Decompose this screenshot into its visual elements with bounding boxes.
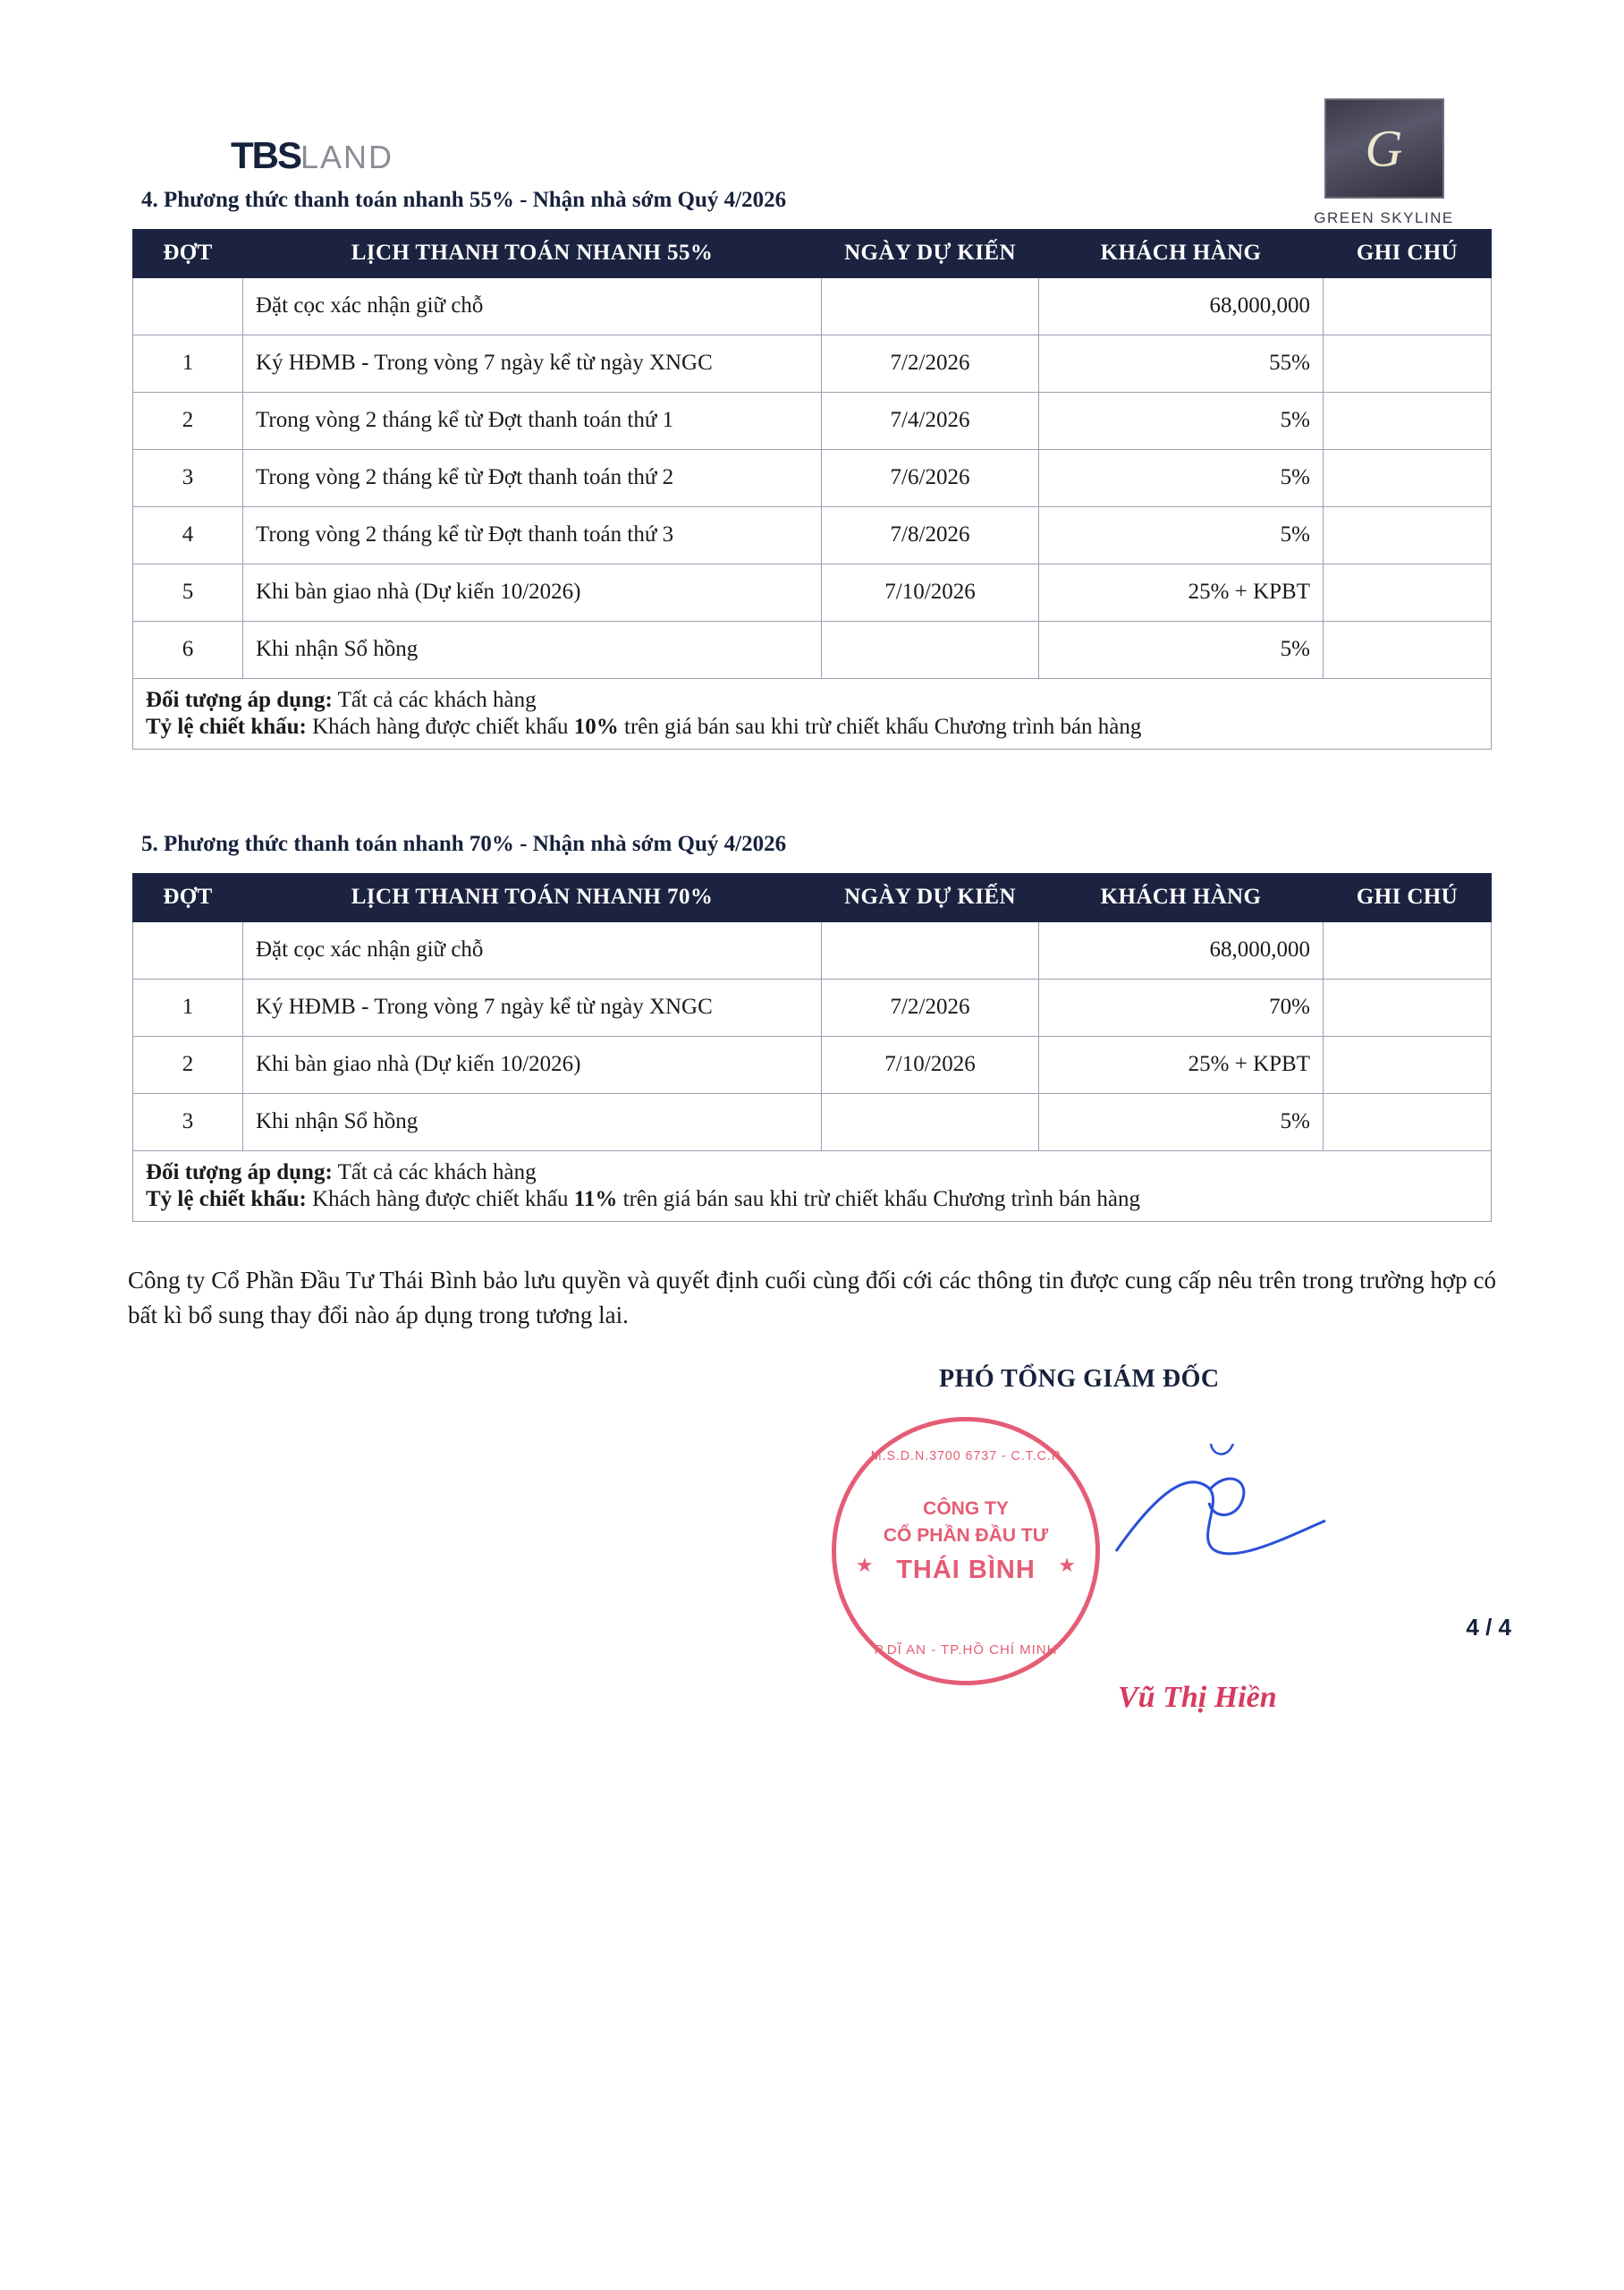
cell-customer: 5%: [1039, 1093, 1324, 1150]
section-payment-55: [132, 188, 1492, 750]
cell-note: [1324, 449, 1492, 506]
table-header-row: [133, 230, 1492, 278]
footer-discount-post: trên giá bán sau khi trừ chiết khấu Chương trình bán hàng: [618, 714, 1142, 739]
tbs-logo-text: TBS: [231, 134, 300, 176]
stamp-line-1: CÔNG TY: [923, 1497, 1009, 1519]
cell-note: [1324, 921, 1492, 979]
cell-note: [1324, 392, 1492, 449]
cell-date: [822, 921, 1039, 979]
cell-dot: 3: [133, 1093, 243, 1150]
table-row: [133, 449, 1492, 506]
cell-dot: 1: [133, 335, 243, 392]
table-row: [133, 564, 1492, 621]
cell-desc: Khi bàn giao nhà (Dự kiến 10/2026): [243, 1036, 822, 1093]
monogram-g-icon: G: [1365, 119, 1403, 178]
cell-date: 7/2/2026: [822, 979, 1039, 1036]
section-4-title: 4. Phương thức thanh toán nhanh 55% - Nhận nhà sớm Quý 4/2026: [141, 188, 787, 212]
cell-desc: Trong vòng 2 tháng kể từ Đợt thanh toán thứ 1: [243, 392, 822, 449]
footer-line-2: [146, 714, 1478, 741]
cell-note: [1324, 277, 1492, 335]
col-header-dot: ĐỢT: [133, 873, 243, 921]
land-logo-text: LAND: [300, 139, 394, 175]
table-row: [133, 621, 1492, 678]
cell-customer: 70%: [1039, 979, 1324, 1036]
table-row: [133, 277, 1492, 335]
handwritten-signature: [1100, 1444, 1341, 1587]
cell-dot: 2: [133, 1036, 243, 1093]
footer-line-2: [146, 1186, 1478, 1213]
cell-date: 7/2/2026: [822, 335, 1039, 392]
table-header-row: [133, 873, 1492, 921]
col-header-schedule: LỊCH THANH TOÁN NHANH 70%: [243, 873, 822, 921]
cell-date: 7/6/2026: [822, 449, 1039, 506]
signature-title: PHÓ TỔNG GIÁM ĐỐC: [939, 1364, 1220, 1393]
footer-discount-pre: Khách hàng được chiết khấu: [306, 714, 574, 739]
cell-customer: 25% + KPBT: [1039, 564, 1324, 621]
table-row: [133, 506, 1492, 564]
cell-note: [1324, 1036, 1492, 1093]
cell-date: 7/10/2026: [822, 564, 1039, 621]
stamp-star-left-icon: ★: [856, 1553, 874, 1576]
col-header-note: GHI CHÚ: [1324, 873, 1492, 921]
col-header-customer: KHÁCH HÀNG: [1039, 873, 1324, 921]
page-number: 4 / 4: [1466, 1613, 1511, 1641]
cell-note: [1324, 979, 1492, 1036]
cell-customer: 5%: [1039, 449, 1324, 506]
cell-customer: 5%: [1039, 392, 1324, 449]
cell-note: [1324, 1093, 1492, 1150]
cell-desc: Khi nhận Sổ hồng: [243, 621, 822, 678]
col-header-date: NGÀY DỰ KIẾN: [822, 873, 1039, 921]
cell-customer: 68,000,000: [1039, 277, 1324, 335]
cell-date: [822, 1093, 1039, 1150]
cell-desc: Ký HĐMB - Trong vòng 7 ngày kể từ ngày XNGC: [243, 979, 822, 1036]
footer-discount-rate: 10%: [573, 714, 619, 739]
footer-discount-pre: Khách hàng được chiết khấu: [306, 1186, 574, 1211]
green-skyline-emblem: [1324, 98, 1444, 199]
green-skyline-logo: [1301, 98, 1467, 227]
table-row: [133, 1036, 1492, 1093]
cell-note: [1324, 621, 1492, 678]
cell-dot: 6: [133, 621, 243, 678]
col-header-dot: ĐỢT: [133, 230, 243, 278]
table-footer-row: [133, 678, 1492, 749]
cell-dot: 2: [133, 392, 243, 449]
table-row: [133, 1093, 1492, 1150]
section-5-title: 5. Phương thức thanh toán nhanh 70% - Nhận nhà sớm Quý 4/2026: [141, 831, 787, 856]
cell-date: [822, 277, 1039, 335]
payment-table-55: [132, 229, 1492, 750]
footer-value-target: Tất cả các khách hàng: [332, 1159, 537, 1184]
cell-desc: Ký HĐMB - Trong vòng 7 ngày kể từ ngày XNGC: [243, 335, 822, 392]
col-header-note: GHI CHÚ: [1324, 230, 1492, 278]
stamp-line-2: CỔ PHẦN ĐẦU TƯ: [883, 1524, 1049, 1546]
cell-desc: Khi bàn giao nhà (Dự kiến 10/2026): [243, 564, 822, 621]
table-row: [133, 979, 1492, 1036]
cell-desc: Trong vòng 2 tháng kể từ Đợt thanh toán thứ 2: [243, 449, 822, 506]
green-skyline-caption: GREEN SKYLINE: [1314, 209, 1454, 226]
table-footer-row: [133, 1150, 1492, 1221]
footer-label-discount: Tỷ lệ chiết khấu:: [146, 714, 307, 739]
signer-name: Vũ Thị Hiền: [1118, 1680, 1277, 1714]
footer-label-target: Đối tượng áp dụng:: [146, 687, 333, 712]
cell-dot: [133, 277, 243, 335]
cell-dot: [133, 921, 243, 979]
col-header-date: NGÀY DỰ KIẾN: [822, 230, 1039, 278]
cell-dot: 4: [133, 506, 243, 564]
cell-dot: 3: [133, 449, 243, 506]
cell-customer: 68,000,000: [1039, 921, 1324, 979]
payment-table-70: [132, 873, 1492, 1222]
cell-dot: 1: [133, 979, 243, 1036]
col-header-customer: KHÁCH HÀNG: [1039, 230, 1324, 278]
cell-customer: 25% + KPBT: [1039, 1036, 1324, 1093]
cell-note: [1324, 335, 1492, 392]
cell-customer: 55%: [1039, 335, 1324, 392]
cell-date: 7/8/2026: [822, 506, 1039, 564]
stamp-address: P.DĨ AN - TP.HỒ CHÍ MINH: [874, 1641, 1058, 1658]
footer-line-1: [146, 1159, 1478, 1186]
signature-block: [0, 1345, 1624, 1739]
cell-note: [1324, 506, 1492, 564]
cell-dot: 5: [133, 564, 243, 621]
table-row: [133, 392, 1492, 449]
cell-desc: Trong vòng 2 tháng kể từ Đợt thanh toán thứ 3: [243, 506, 822, 564]
footer-discount-rate: 11%: [573, 1186, 618, 1211]
footer-line-1: [146, 687, 1478, 714]
footer-label-target: Đối tượng áp dụng:: [146, 1159, 333, 1184]
cell-date: [822, 621, 1039, 678]
cell-date: 7/10/2026: [822, 1036, 1039, 1093]
cell-note: [1324, 564, 1492, 621]
footer-value-target: Tất cả các khách hàng: [332, 687, 537, 712]
table-row: [133, 335, 1492, 392]
cell-desc: Đặt cọc xác nhận giữ chỗ: [243, 921, 822, 979]
cell-desc: Đặt cọc xác nhận giữ chỗ: [243, 277, 822, 335]
cell-date: 7/4/2026: [822, 392, 1039, 449]
tbsland-logo: [231, 134, 393, 177]
section-payment-70: [132, 832, 1492, 1222]
company-stamp: [832, 1417, 1100, 1685]
cell-customer: 5%: [1039, 621, 1324, 678]
stamp-star-right-icon: ★: [1058, 1553, 1076, 1576]
closing-paragraph: Công ty Cổ Phần Đầu Tư Thái Bình bảo lưu quyền và quyết định cuối cùng đối cới các thông tin được cung cấp nêu trên trong trường hợp có bất kì bổ sung thay đổi nào áp dụng trong tương lai.: [128, 1266, 1496, 1328]
table-row: [133, 921, 1492, 979]
table-footer-note: [133, 1150, 1492, 1221]
stamp-inner-ring: [850, 1436, 1081, 1667]
stamp-line-3: THÁI BÌNH: [896, 1555, 1036, 1584]
footer-discount-post: trên giá bán sau khi trừ chiết khấu Chương trình bán hàng: [617, 1186, 1141, 1211]
cell-desc: Khi nhận Sổ hồng: [243, 1093, 822, 1150]
footer-label-discount: Tỷ lệ chiết khấu:: [146, 1186, 307, 1211]
col-header-schedule: LỊCH THANH TOÁN NHANH 55%: [243, 230, 822, 278]
section-gap: [0, 750, 1624, 832]
cell-customer: 5%: [1039, 506, 1324, 564]
stamp-registration-number: M.S.D.N.3700 6737 - C.T.C.P: [870, 1447, 1062, 1463]
table-footer-note: [133, 678, 1492, 749]
